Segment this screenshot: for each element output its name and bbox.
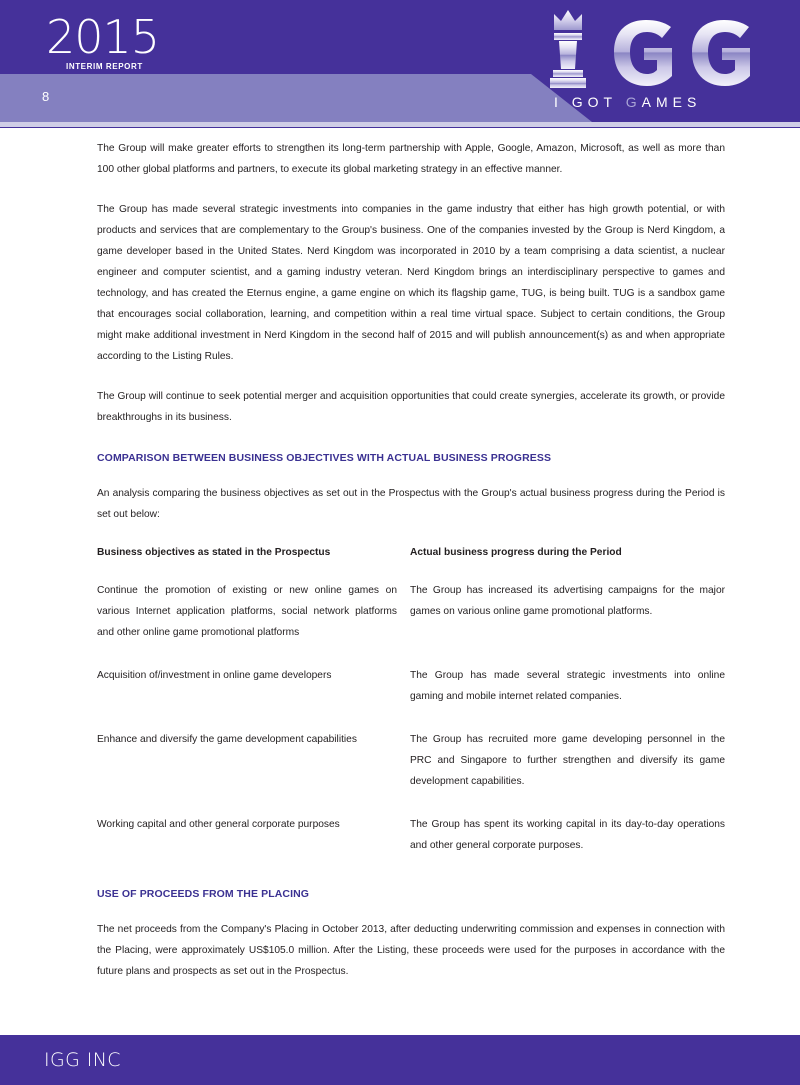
- table-row: [97, 580, 725, 665]
- table-row: [97, 729, 725, 814]
- igg-tagline-part2: G: [625, 94, 642, 110]
- igg-tagline-part3: AMES: [641, 94, 702, 110]
- intro-paragraph-2: The Group has made several strategic investments into companies in the game industry that either has high growth potential, or with products and services that are complementary to the Group's business. One of the companies invested by the Group is Nerd Kingdom, a game developer based in the United States. Nerd Kingdom was incorporated in 2010 by a team comprising a data scientist, a nuclear engineer and computer scientist, and a gaming industry veteran. Nerd Kingdom brings an interdisciplinary perspective to games and technology, and has created the Eternus engine, a game engine on which its flagship game, TUG, is being built. TUG is a sandbox game that encourages social collaboration, learning, and competition within a real time virtual space. Subject to certain conditions, the Group might make additional investment in Nerd Kingdom in the second half of 2015 and will publish announcement(s) as and when appropriate according to the Listing Rules.: [97, 204, 725, 362]
- column-header-objectives: Business objectives as stated in the Prospectus: [97, 547, 331, 558]
- page-content: [97, 138, 725, 982]
- igg-wordmark-icon: [548, 8, 758, 92]
- intro-paragraph-1: The Group will make greater efforts to strengthen its long-term partnership with Apple, Google, Amazon, Microsoft, as well as more than 100 other global platforms and partners, to execute its global marketing strategy in an effective manner.: [97, 143, 725, 175]
- table-body: [97, 580, 725, 856]
- business-objectives-table: [97, 544, 725, 856]
- header-lavender-band: [0, 74, 592, 122]
- column-header-progress: Actual business progress during the Period: [410, 547, 622, 558]
- crown-icon: [554, 10, 582, 30]
- comparison-intro-paragraph: An analysis comparing the business objectives as set out in the Prospectus with the Group's actual business progress during the Period is set out below:: [97, 488, 725, 520]
- igg-logo: [548, 8, 758, 120]
- cell-progress: The Group has made several strategic investments into online gaming and mobile internet related companies.: [410, 670, 725, 702]
- table-row: [97, 665, 725, 729]
- page-number: 8: [42, 89, 50, 104]
- igg-tagline-part1: I GOT: [554, 94, 626, 110]
- header-band-underline: [0, 122, 800, 127]
- table-row: [97, 814, 725, 856]
- cell-progress: The Group has increased its advertising campaigns for the major games on various online game promotional platforms.: [410, 585, 725, 617]
- page-footer: [0, 1035, 800, 1085]
- cell-objective: Enhance and diversify the game development capabilities: [97, 734, 357, 745]
- comparison-section-heading: COMPARISON BETWEEN BUSINESS OBJECTIVES WITH ACTUAL BUSINESS PROGRESS: [97, 452, 552, 464]
- cell-objective: Acquisition of/investment in online game developers: [97, 670, 332, 681]
- cell-objective: Working capital and other general corporate purposes: [97, 819, 340, 830]
- masthead-subtitle: INTERIM REPORT: [66, 62, 143, 71]
- igg-tagline: [554, 94, 701, 110]
- proceeds-paragraph: The net proceeds from the Company's Placing in October 2013, after deducting underwriting commission and expenses in connection with the Placing, were approximately US$105.0 million. After the Listing, these proceeds were used for the purposes in accordance with the future plans and prospects as set out in the Prospectus.: [97, 924, 725, 977]
- cell-progress: The Group has spent its working capital in its day-to-day operations and other general corporate purposes.: [410, 819, 725, 851]
- table-head: [97, 544, 725, 580]
- intro-paragraph-3: The Group will continue to seek potential merger and acquisition opportunities that could create synergies, accelerate its growth, or provide breakthroughs in its business.: [97, 391, 725, 423]
- table-header-row: [97, 544, 725, 580]
- footer-company-name: IGG INC: [44, 1049, 121, 1071]
- masthead-year: 2015: [46, 10, 160, 64]
- page-header: [0, 0, 800, 128]
- cell-objective: Continue the promotion of existing or new online games on various Internet application platforms, social network platforms and other online game promotional platforms: [97, 585, 397, 638]
- masthead-year-lockup: [44, 10, 234, 71]
- cell-progress: The Group has recruited more game developing personnel in the PRC and Singapore to further strengthen and diversify its game development capabilities.: [410, 734, 725, 787]
- proceeds-section-heading: USE OF PROCEEDS FROM THE PLACING: [97, 888, 310, 900]
